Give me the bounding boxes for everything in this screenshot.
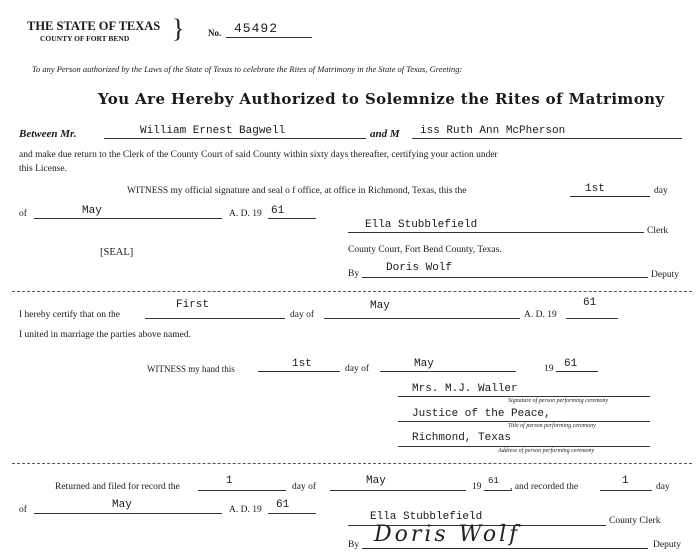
filed-day: 1 xyxy=(226,475,233,487)
filed-day-of-label: day of xyxy=(292,482,317,492)
ceremony-year: 61 xyxy=(583,297,597,309)
filed-year: 61 xyxy=(488,476,499,486)
state-heading: THE STATE OF TEXAS xyxy=(27,19,161,33)
witness-year: 61 xyxy=(564,358,578,370)
title-caption: Title of person performing ceremony xyxy=(508,423,596,429)
between-label: Between Mr. xyxy=(19,128,77,140)
recorded-label: , and recorded the xyxy=(510,482,579,492)
ceremony-ad-label: A. D. 19 xyxy=(524,310,557,320)
recorded-of-label: of xyxy=(19,505,27,515)
of-label: of xyxy=(19,209,27,219)
by-label: By xyxy=(348,269,360,279)
witness-statement: WITNESS my official signature and seal o f office, at office in Richmond, Texas, this the xyxy=(127,186,467,196)
seal-label: [SEAL] xyxy=(100,247,134,258)
deputy-label: Deputy xyxy=(651,270,679,280)
bride-name: iss Ruth Ann McPherson xyxy=(420,125,566,137)
return-instructions: and make due return to the Clerk of the County Court of said County within sixty days thereafter, certifying your action under xyxy=(19,150,498,160)
officiant-title: Justice of the Peace, xyxy=(412,408,551,420)
returned-statement: Returned and filed for record the xyxy=(55,482,180,492)
clerk-label: Clerk xyxy=(647,226,669,236)
recorded-year: 61 xyxy=(276,499,290,511)
witness-year-prefix: 19 xyxy=(544,364,554,374)
license-number-label: No. xyxy=(208,28,222,38)
filed-month: May xyxy=(366,475,386,487)
court-label: County Court, Fort Bend County, Texas. xyxy=(348,245,502,255)
return-instructions-end: this License. xyxy=(19,164,68,174)
certify-statement: I hereby certify that on the xyxy=(19,310,121,320)
witness-month: May xyxy=(414,358,434,370)
county-heading: COUNTY OF FORT BEND xyxy=(40,34,130,43)
address-caption: Address of person performing ceremony xyxy=(498,448,595,454)
license-number: 45492 xyxy=(234,21,279,36)
record-by-label: By xyxy=(348,540,360,550)
recorded-day-label: day xyxy=(656,482,670,492)
day-label: day xyxy=(654,186,668,196)
ad-label: A. D. 19 xyxy=(229,209,262,219)
section-divider xyxy=(12,463,692,464)
recorded-day: 1 xyxy=(622,475,629,487)
clerk-name: Ella Stubblefield xyxy=(365,219,478,231)
issue-year: 61 xyxy=(271,205,285,217)
recorded-month: May xyxy=(112,499,132,511)
ceremony-month: May xyxy=(370,300,390,312)
officiant-name: Mrs. M.J. Waller xyxy=(412,383,518,395)
witness-day-of-label: day of xyxy=(345,364,370,374)
officiant-caption: Signature of person performing ceremony xyxy=(508,398,609,404)
issue-month: May xyxy=(82,205,102,217)
document-title: You Are Hereby Authorized to Solemnize the Rites of Matrimony xyxy=(98,90,665,108)
issue-day: 1st xyxy=(585,183,605,195)
county-clerk-name: Ella Stubblefield xyxy=(370,511,483,523)
filed-year-prefix: 19 xyxy=(472,482,482,492)
officiant-address: Richmond, Texas xyxy=(412,432,512,444)
record-deputy-label: Deputy xyxy=(653,540,681,550)
county-clerk-label: County Clerk xyxy=(609,516,661,526)
deputy-signature: Doris Wolf xyxy=(374,522,521,547)
section-divider xyxy=(12,291,692,292)
brace-icon: } xyxy=(172,14,185,43)
ceremony-day: First xyxy=(176,299,210,311)
ceremony-day-of-label: day of xyxy=(290,310,315,320)
deputy-name: Doris Wolf xyxy=(386,262,453,274)
witness-hand-label: WITNESS my hand this xyxy=(147,364,235,374)
united-statement: I united in marriage the parties above named. xyxy=(19,330,191,340)
and-label: and M xyxy=(370,128,400,140)
witness-day: 1st xyxy=(292,358,312,370)
groom-name: William Ernest Bagwell xyxy=(140,125,286,137)
recorded-ad-label: A. D. 19 xyxy=(229,505,262,515)
greeting-text: To any Person authorized by the Laws of the State of Texas to celebrate the Rites of Matrimony in the State of Texas, Greeting: xyxy=(32,64,463,74)
